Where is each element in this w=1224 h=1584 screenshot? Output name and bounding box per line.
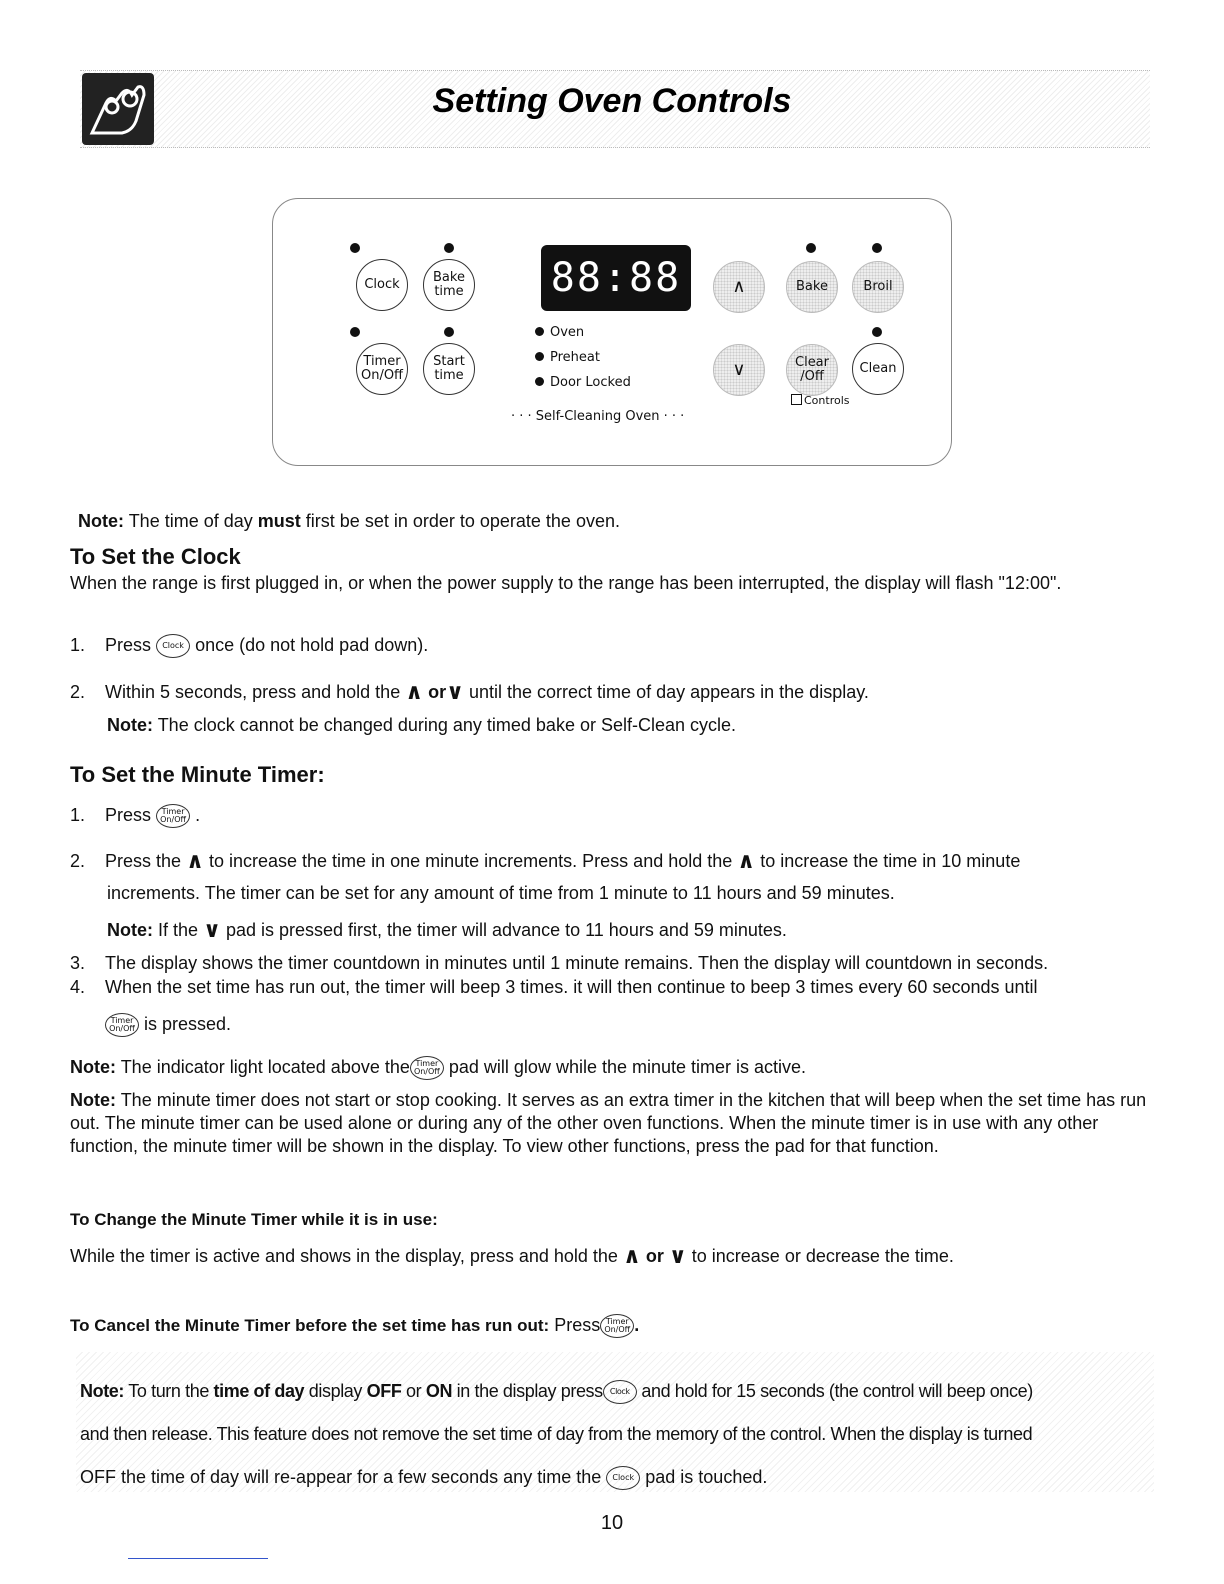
note-top: Note: The time of day must first be set in order to operate the oven. xyxy=(78,511,620,531)
timer-step-2: 2. Press the ∧ to increase the time in one minute increments. Press and hold the ∧ to increase the time in 10 minute xyxy=(70,849,1021,875)
timer-label-2: On/Off xyxy=(360,368,404,383)
clear-label-2: /Off xyxy=(800,369,824,384)
clock-pad-icon: Clock xyxy=(156,634,190,658)
bottom-note-line1: Note: To turn the time of day display OFF or ON in the display press Clock and hold for 15 seconds (the control will beep once) xyxy=(80,1380,1033,1404)
timer-pad-icon: Timer On/Off xyxy=(105,1013,139,1037)
bake-time-label-2: time xyxy=(434,284,464,299)
clock-step-2: 2. Within 5 seconds, press and hold the ∧ or∨ until the correct time of day appears in the display. xyxy=(70,680,869,706)
bottom-note-line3: OFF the time of day will re-appear for a few seconds any time the Clock pad is touched. xyxy=(80,1466,767,1490)
clock-pad-icon: Clock xyxy=(606,1466,640,1490)
start-time-label-1: Start xyxy=(433,354,465,369)
timer-step-1: 1. Press Timer On/Off . xyxy=(70,804,200,828)
clean-label: Clean xyxy=(859,361,897,376)
indicator-dot xyxy=(350,243,360,253)
clean-pad[interactable] xyxy=(852,343,904,395)
up-arrow-icon: ∧ xyxy=(405,680,424,706)
footer-rule xyxy=(128,1558,268,1559)
bake-time-label-1: Bake xyxy=(433,270,465,285)
controls-lock-label: Controls xyxy=(791,394,850,407)
clock-pad-icon: Clock xyxy=(603,1380,637,1404)
start-time-pad[interactable] xyxy=(423,343,475,395)
clock-pad-label: Clock xyxy=(364,277,400,292)
down-arrow-icon: ∨ xyxy=(446,680,464,706)
down-arrow-icon: ∨ xyxy=(203,918,221,944)
timer-step-2-line2: increments. The timer can be set for any amount of time from 1 minute to 11 hours and 59 minutes. xyxy=(107,883,895,903)
timer-pad-icon: Timer On/Off xyxy=(600,1314,634,1338)
change-heading: To Change the Minute Timer while it is in use: xyxy=(70,1210,438,1229)
page-number: 10 xyxy=(600,1512,624,1534)
broil-label: Broil xyxy=(863,279,893,294)
timer-label-1: Timer xyxy=(363,354,401,369)
clock-pad[interactable] xyxy=(356,259,408,311)
timer-pad-icon: Timer On/Off xyxy=(410,1056,444,1080)
bottom-note-line2: and then release. This feature does not remove the set time of day from the memory of the control. When the display is turned xyxy=(80,1424,1033,1444)
timer-note-1: Note: The indicator light located above the Timer On/Off pad will glow while the minute timer is active. xyxy=(70,1056,806,1080)
timer-note-2: Note: The minute timer does not start or stop cooking. It serves as an extra timer in the kitchen that will beep when the set time has run out. The minute timer can be used alone or during any of the other oven functions. When the minute timer is in use with any other function, the minute timer will be shown in the display. To view other functions, press the pad for that function. xyxy=(70,1090,1147,1156)
display: 88:88 xyxy=(541,245,691,311)
cancel-line: To Cancel the Minute Timer before the set time has run out: Press Timer On/Off . xyxy=(70,1314,639,1338)
timer-pad[interactable] xyxy=(356,343,408,395)
indicator-dot xyxy=(806,243,816,253)
broil-pad[interactable] xyxy=(852,261,904,313)
change-text: While the timer is active and shows in the display, press and hold the ∧ or ∨ to increase or decrease the time. xyxy=(70,1244,954,1270)
indicator-dot xyxy=(444,243,454,253)
lock-icon xyxy=(791,394,802,405)
indicator-dot xyxy=(350,327,360,337)
page-title: Setting Oven Controls xyxy=(432,82,792,120)
timer-step-4-line2: Timer On/Off is pressed. xyxy=(105,1013,231,1037)
up-arrow-pad[interactable] xyxy=(713,261,765,313)
clear-label-1: Clear xyxy=(795,355,829,370)
clock-step-1: 1. Press Clock once (do not hold pad down). xyxy=(70,634,428,658)
up-arrow-icon: ∧ xyxy=(622,1244,641,1270)
door-locked-indicator: Door Locked xyxy=(535,375,631,390)
control-panel-diagram xyxy=(272,198,952,466)
timer-step-2-note: Note: If the ∨ pad is pressed first, the timer will advance to 11 hours and 59 minutes. xyxy=(107,918,787,944)
indicator-dot xyxy=(872,327,882,337)
down-arrow-icon: ∨ xyxy=(732,359,746,380)
bake-pad[interactable] xyxy=(786,261,838,313)
start-time-label-2: time xyxy=(434,368,464,383)
timer-pad-icon: Timer On/Off xyxy=(156,804,190,828)
timer-heading: To Set the Minute Timer: xyxy=(70,762,325,787)
self-cleaning-label: · · · Self-Cleaning Oven · · · xyxy=(511,409,685,424)
clock-note: Note: The clock cannot be changed during any timed bake or Self-Clean cycle. xyxy=(107,715,737,735)
indicator-dot xyxy=(444,327,454,337)
clear-off-pad[interactable] xyxy=(786,344,838,396)
up-arrow-icon: ∧ xyxy=(737,849,756,875)
oven-indicator: Oven xyxy=(535,325,584,340)
up-arrow-icon: ∧ xyxy=(732,276,746,297)
up-arrow-icon: ∧ xyxy=(186,849,204,875)
timer-step-4: 4. When the set time has run out, the timer will beep 3 times. it will then continue to beep 3 times every 60 seconds until xyxy=(70,977,1038,997)
preheat-indicator: Preheat xyxy=(535,350,600,365)
timer-step-3: 3. The display shows the timer countdown in minutes until 1 minute remains. Then the display will countdown in seconds. xyxy=(70,953,1049,973)
bake-time-pad[interactable] xyxy=(423,259,475,311)
down-arrow-icon: ∨ xyxy=(668,1244,687,1270)
down-arrow-pad[interactable] xyxy=(713,344,765,396)
bake-label: Bake xyxy=(796,279,828,294)
indicator-dot xyxy=(872,243,882,253)
clock-intro: When the range is first plugged in, or when the power supply to the range has been interrupted, the display will flash "12:00". xyxy=(70,573,1062,593)
clock-heading: To Set the Clock xyxy=(70,544,241,569)
